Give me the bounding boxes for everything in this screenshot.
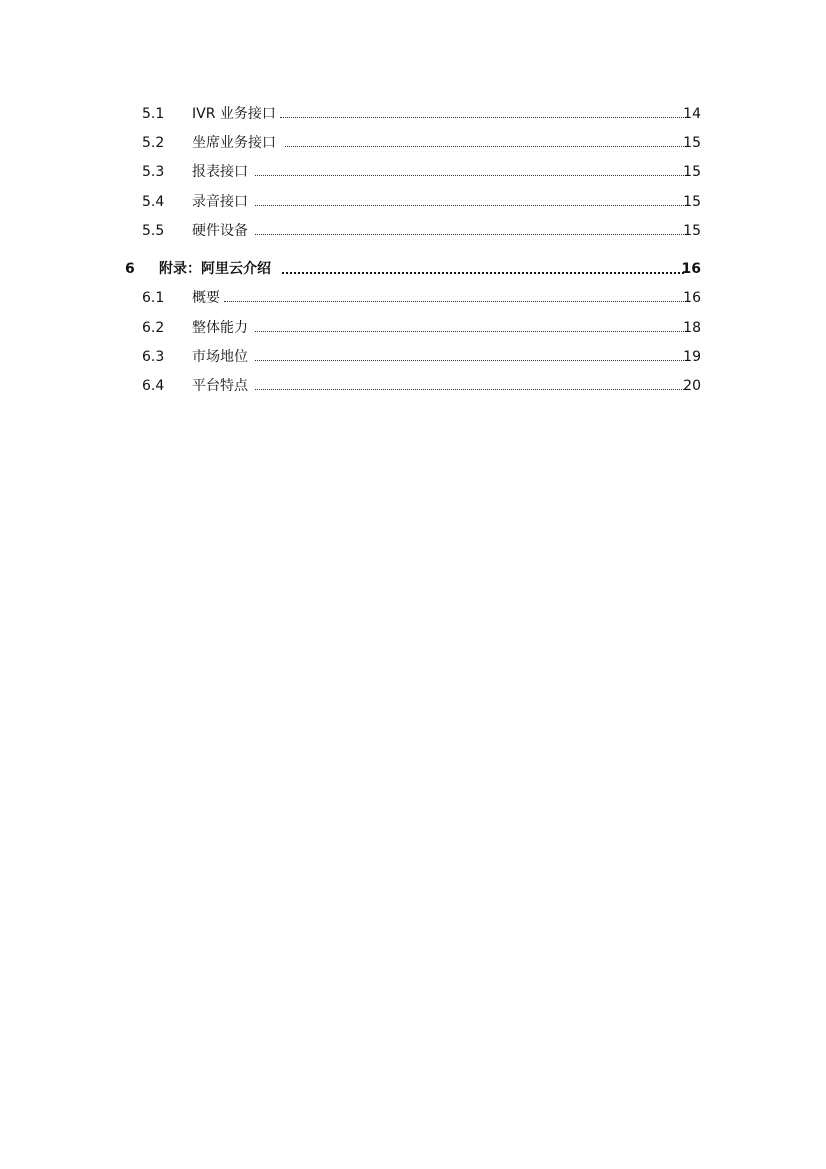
toc-entry-page: 16 [683, 290, 701, 306]
toc-entry-title: 概要 [192, 290, 220, 306]
toc-entry-title: 坐席业务接口 [192, 135, 276, 151]
toc-entry-title: 平台特点 [192, 378, 248, 394]
toc-entry-6-2[interactable] [0, 317, 826, 339]
toc-dot-leader [280, 117, 684, 118]
toc-entry-6-3[interactable] [0, 346, 826, 368]
toc-entry-page: 15 [683, 194, 701, 210]
toc-entry-page: 14 [683, 106, 701, 122]
toc-entry-page: 15 [683, 223, 701, 239]
toc-dot-leader [282, 272, 684, 274]
toc-dot-leader [255, 234, 684, 235]
toc-entry-6[interactable] [0, 258, 826, 280]
toc-entry-number: 5.2 [142, 135, 165, 151]
toc-entry-6-1[interactable] [0, 287, 826, 309]
toc-entry-number: 6.4 [142, 378, 165, 394]
toc-entry-number: 5.4 [142, 194, 165, 210]
toc-dot-leader [255, 389, 684, 390]
toc-dot-leader [285, 146, 684, 147]
toc-entry-5-4[interactable] [0, 191, 826, 213]
toc-entry-5-2[interactable] [0, 132, 826, 154]
toc-entry-6-4[interactable] [0, 375, 826, 397]
toc-entry-page: 20 [683, 378, 701, 394]
toc-entry-title: 整体能力 [192, 320, 248, 336]
toc-entry-number: 5.1 [142, 106, 165, 122]
toc-dot-leader [255, 360, 684, 361]
toc-entry-title: 报表接口 [192, 164, 248, 180]
toc-entry-5-5[interactable] [0, 220, 826, 242]
toc-entry-number: 6.1 [142, 290, 165, 306]
toc-entry-5-1[interactable] [0, 103, 826, 125]
toc-dot-leader [224, 301, 684, 302]
toc-entry-title: 录音接口 [192, 194, 248, 210]
toc-entry-number: 5.5 [142, 223, 165, 239]
toc-dot-leader [255, 205, 684, 206]
toc-entry-title: 附录：阿里云介绍 [159, 261, 271, 277]
toc-entry-page: 15 [683, 135, 701, 151]
toc-entry-page: 18 [683, 320, 701, 336]
toc-entry-number: 5.3 [142, 164, 165, 180]
toc-entry-title: 硬件设备 [192, 223, 248, 239]
toc-entry-number: 6 [125, 261, 135, 277]
toc-dot-leader [255, 331, 684, 332]
toc-entry-title: IVR 业务接口 [192, 106, 276, 122]
toc-entry-page: 16 [681, 261, 701, 277]
toc-entry-page: 15 [683, 164, 701, 180]
toc-dot-leader [255, 175, 684, 176]
toc-entry-number: 6.3 [142, 349, 165, 365]
toc-entry-5-3[interactable] [0, 161, 826, 183]
toc-entry-title: 市场地位 [192, 349, 248, 365]
toc-entry-page: 19 [683, 349, 701, 365]
toc-entry-number: 6.2 [142, 320, 165, 336]
